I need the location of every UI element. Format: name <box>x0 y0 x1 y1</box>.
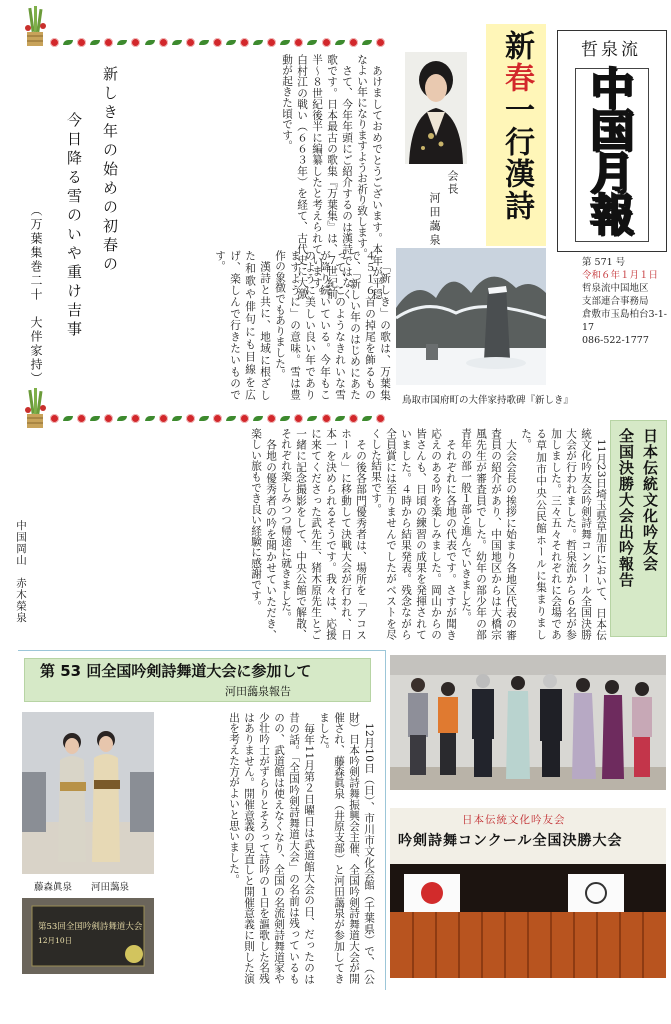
feature-paragraph: あけましておめでとうございます。本年が平穏なよい年になりますようお祈り致します。 <box>356 54 383 299</box>
article2-paragraph: 毎年11月第２日曜日は武道館大会の日、だったのは昔の話。「全国吟剣詩舞道大会」の名前は残っているものの、武道館は使えなくなり、全国の名流剣詩舞道家や少壮吟士がずらりとそろって詩吟の１日を謳歌した名残はありません。開催意義の見直しと開催意義に則した演出を考えた方がよいと思いました。 <box>228 712 315 984</box>
publisher-line: 支部連合事務局 <box>582 296 649 307</box>
issue-date: 令和６年１月１日 <box>582 270 659 281</box>
flyer-text-2: 12月10日 <box>38 936 73 945</box>
participants-photo <box>22 712 154 874</box>
issue-info <box>582 256 668 347</box>
article2-byline: 河田藹泉報告 <box>225 685 291 698</box>
section-divider-vertical <box>385 650 386 990</box>
participants-caption: 藤森眞泉 河田藹泉 <box>34 882 130 893</box>
feature-heading <box>494 30 538 245</box>
flower-border-top <box>50 36 385 48</box>
publisher-line: 哲泉流中国地区 <box>582 283 649 294</box>
stage-banner-line2: 吟剣詩舞コンクール全国決勝大会 <box>398 833 623 849</box>
feature-paragraph: 漢詩と共に、地域に根ざした和歌や俳句にも目線を広げ、楽しんで行きたいものです。 <box>214 250 271 400</box>
feature-heading-accent: 春 <box>499 62 534 94</box>
author-name: 河田藹泉 <box>428 192 441 248</box>
flower-border-mid <box>50 412 385 424</box>
author-portrait <box>405 52 467 164</box>
feature-heading-part: 一行漢詩 <box>499 94 534 222</box>
article1-paragraph: 各地の優秀者の吟を聞かせていただき、楽しい旅もでき良い経験に感謝です。 <box>250 428 277 640</box>
masthead-title-char: 国 <box>590 106 634 157</box>
feature-paragraph: 「新しき」の歌は、万葉集４５１６首の掉尾を飾るもので、「新しい年のはじめにあたって、このようなきれいな雪が降り続いている。今年もこのように美しい良い年でありますように」の意味。雪は豊作の象徴でもありました。 <box>274 250 391 400</box>
article1-paragraph: 11月23日埼玉県草加市において、日本伝統文化吟友会吟剣詩舞コンクール全国決勝大会が行われました。哲泉流から６名が参加しました。三々五々それぞれに会場である草加市中央公民館ホールに集まりました。 <box>520 428 607 640</box>
author-role: 会長 <box>446 170 459 196</box>
masthead-title <box>575 64 649 242</box>
article1-title-line1: 日本伝統文化吟友会 <box>641 428 659 572</box>
kadomatsu-decoration-mid <box>24 388 46 428</box>
feature-paragraph: さて、今年年頭にご紹介するのは漢詩ではなく歌です。日本最古の歌集『万葉集』は、７世紀前半〜８世紀後半に編纂したと考えられています。白村江の戦い（６６３年）を経て、古代史に大激動が起きた頃です。 <box>281 54 353 299</box>
poem-line-1: 新しき年の始めの初春の <box>101 66 119 275</box>
article1-paragraph: それぞれに各地の代表です。さすが聞き応えのある吟を楽しみました。岡山からの皆さんも、日頃の練習の成果を発揮されていました。４時から結果発表。残念ながら全員賞には至りませんでしたがベストを尽くした結果です。 <box>370 428 457 640</box>
feature-heading-part: 新 <box>499 30 534 62</box>
flyer-text-1: 第53回全国吟剣詩舞道大会 <box>38 922 143 932</box>
article1-body <box>38 428 608 640</box>
publisher-line: 倉敷市玉島柏台3-1-17 <box>582 309 668 333</box>
article1-paragraph: 大会会長の挨拶に始まり各地区代表の審査員の紹介があり、中国地区からは大橋宗風先生が審査員でした。幼年の部少年の部青年の部一般１部と進んでいきました。 <box>460 428 517 640</box>
poem-source: （万葉集巻二十 大伴家持） <box>29 204 43 386</box>
poem-line-2: 今日降る雪のいや重け吉事 <box>65 112 83 340</box>
kadomatsu-decoration-top <box>24 6 46 46</box>
masthead-brand: 哲泉流 <box>581 40 641 60</box>
masthead-title-char: 報 <box>590 190 634 241</box>
masthead-title-char: 中 <box>590 64 634 115</box>
article2-body <box>168 712 376 984</box>
article1-signature: 中国岡山 赤木榮泉 <box>15 520 27 624</box>
group-photo <box>390 655 666 790</box>
stage-banner-line1: 日本伝統文化吟友会 <box>462 814 566 826</box>
monument-caption: 鳥取市国府町の大伴家持歌碑『新しき』 <box>402 395 574 406</box>
issue-number: 第 571 号 <box>582 257 626 268</box>
monument-photo <box>396 248 546 385</box>
section-divider <box>18 650 385 651</box>
article1-paragraph: その後各部門優秀者は、場所を「アコスホール」に移動して決戦大会が行われ、日本一を決められるそうです。我々は、応援に来てくださった武先生、猪木原先生とご一緒に記念撮影をして、中央公館で解散、それぞれ楽しみつつ帰途に就きました。 <box>280 428 367 640</box>
publisher-line: 086-522-1777 <box>582 335 649 346</box>
article2-paragraph: 12月10日（日）、市川市文化会館（千葉県）で、（公財）日本吟剣詩舞振興会主催、全国吟剣詩舞道大会が開催され、藤森眞泉（井原支部）と河田藹泉が参加してきました。 <box>318 712 375 984</box>
article2-title: 第 53 回全国吟剣詩舞道大会に参加して <box>40 662 312 680</box>
article1-title-line2: 全国決勝大会出吟報告 <box>617 428 635 588</box>
feature-body-2 <box>150 250 392 400</box>
masthead-title-char: 月 <box>590 148 634 199</box>
